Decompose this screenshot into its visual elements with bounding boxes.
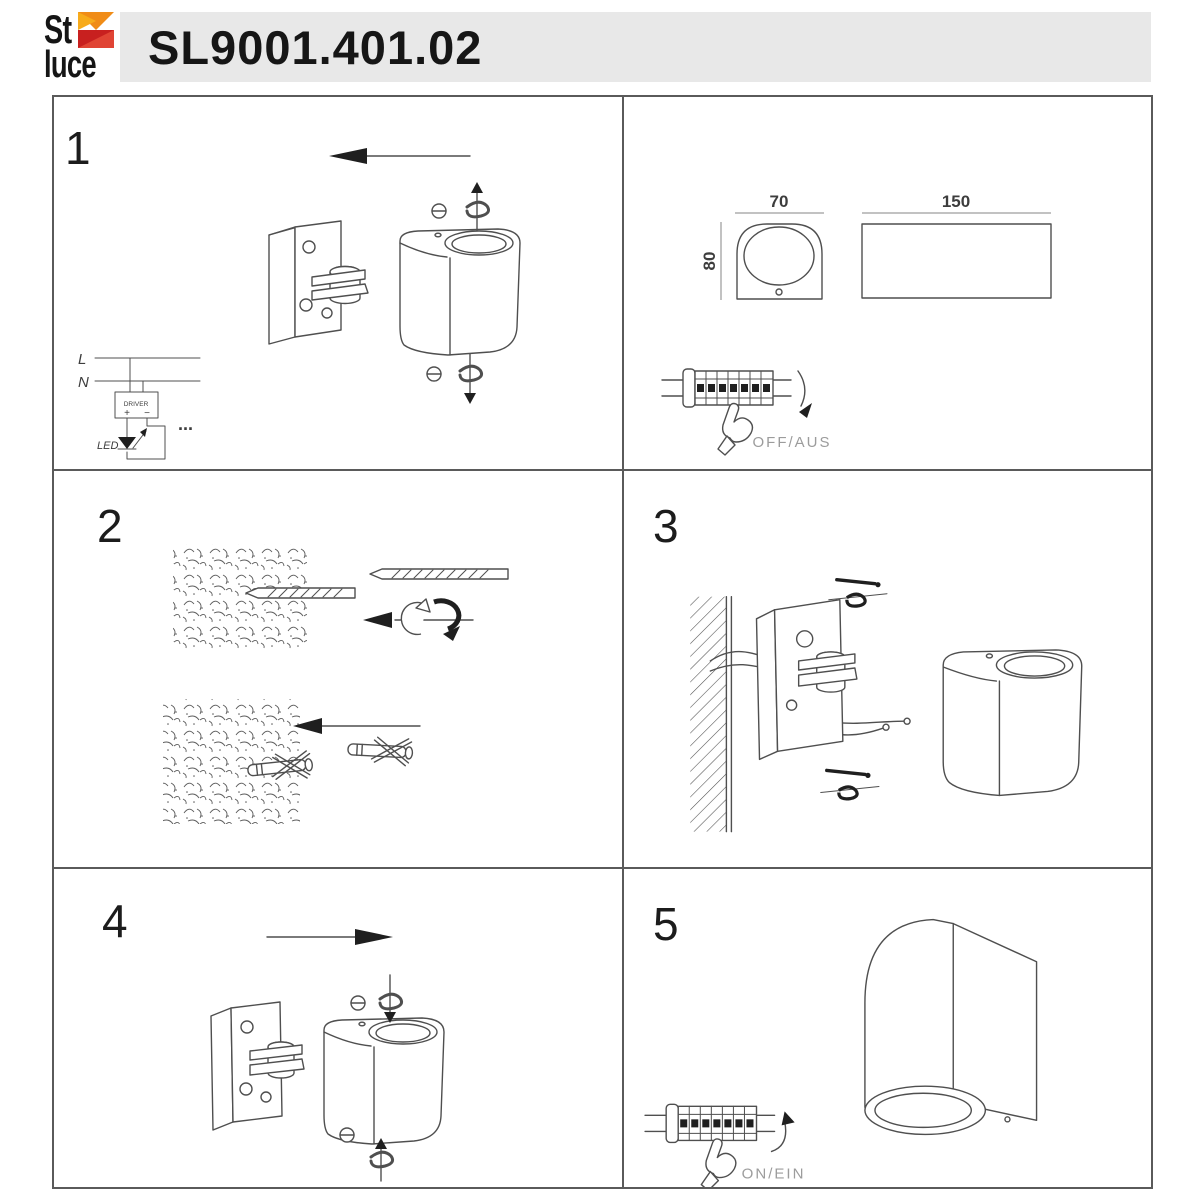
dimensions-diagram — [624, 97, 1151, 469]
screw-pair-bottom-icon — [821, 770, 879, 799]
lamp-body-drawing — [943, 650, 1082, 796]
driver-plus-label: + — [124, 408, 130, 419]
st-luce-logo — [44, 8, 124, 84]
step-number: 5 — [653, 898, 679, 950]
screw-bottom-icon — [427, 354, 482, 404]
title-strip — [120, 12, 1151, 82]
dim-depth-label: 150 — [941, 192, 971, 211]
model-number-title: SL9001.401.02 — [148, 21, 483, 74]
panel-dimensions — [624, 97, 1151, 471]
mounting-bracket-drawing — [211, 1002, 304, 1130]
mounting-bracket-drawing — [757, 600, 857, 760]
switch-on-label: ON/EIN — [741, 1165, 806, 1183]
wire-line-label: L — [78, 351, 87, 368]
circuit-breaker-off-illustration — [662, 369, 832, 455]
wire-neutral-label: N — [78, 374, 89, 391]
front-view-drawing — [737, 224, 822, 299]
direction-arrow-left-icon — [329, 148, 470, 164]
switch-off-label: OFF/AUS — [752, 434, 832, 451]
panel-step-5 — [624, 869, 1151, 1187]
wall-section-drawing — [690, 597, 731, 832]
drill-rotate-arrow-icon — [363, 599, 473, 641]
circuit-breaker-on-illustration — [645, 1104, 805, 1187]
header — [0, 0, 1200, 95]
step2-diagram — [54, 471, 622, 867]
hand-icon — [701, 1139, 736, 1187]
panel-step-1 — [54, 97, 624, 471]
anchor-insert-arrow-icon — [293, 718, 420, 734]
side-view-drawing — [862, 224, 1051, 298]
lamp-body-drawing — [324, 1018, 444, 1144]
hand-icon — [718, 404, 752, 456]
direction-arrow-right-icon — [267, 929, 393, 945]
panel-step-3 — [624, 471, 1151, 869]
lamp-body-drawing — [400, 229, 520, 355]
drill-bit-drawing — [370, 569, 508, 579]
step3-diagram — [624, 471, 1151, 867]
screw-top-icon — [432, 182, 489, 230]
driver-minus-label: − — [144, 408, 150, 419]
step4-diagram — [54, 869, 622, 1187]
driver-label: DRIVER — [123, 401, 149, 408]
panel-step-4 — [54, 869, 624, 1187]
ellipsis-label: ... — [178, 414, 194, 434]
drill-bit-inserted-drawing — [246, 588, 355, 598]
led-label: LED — [97, 440, 119, 452]
step-number: 2 — [97, 500, 123, 552]
step-number: 1 — [65, 122, 91, 174]
logo-text-st: St — [44, 8, 72, 52]
wiring-diagram — [78, 351, 200, 459]
installed-lamp-drawing — [865, 920, 1037, 1135]
st-luce-logo-mark-icon — [78, 12, 114, 48]
wall-anchor-drawing — [347, 736, 413, 766]
panel-step-2 — [54, 471, 624, 869]
step5-diagram — [624, 869, 1151, 1187]
step-number: 3 — [653, 500, 679, 552]
rotate-arrow-icon — [798, 371, 812, 418]
dim-height-label: 80 — [700, 251, 719, 271]
step-number: 4 — [102, 895, 128, 947]
logo-text-luce: luce — [44, 44, 96, 86]
screw-top-icon — [351, 975, 402, 1023]
mounting-bracket-drawing — [269, 221, 368, 344]
step1-diagram — [54, 97, 622, 469]
instruction-grid — [52, 95, 1153, 1189]
dim-width-label: 70 — [769, 192, 789, 211]
